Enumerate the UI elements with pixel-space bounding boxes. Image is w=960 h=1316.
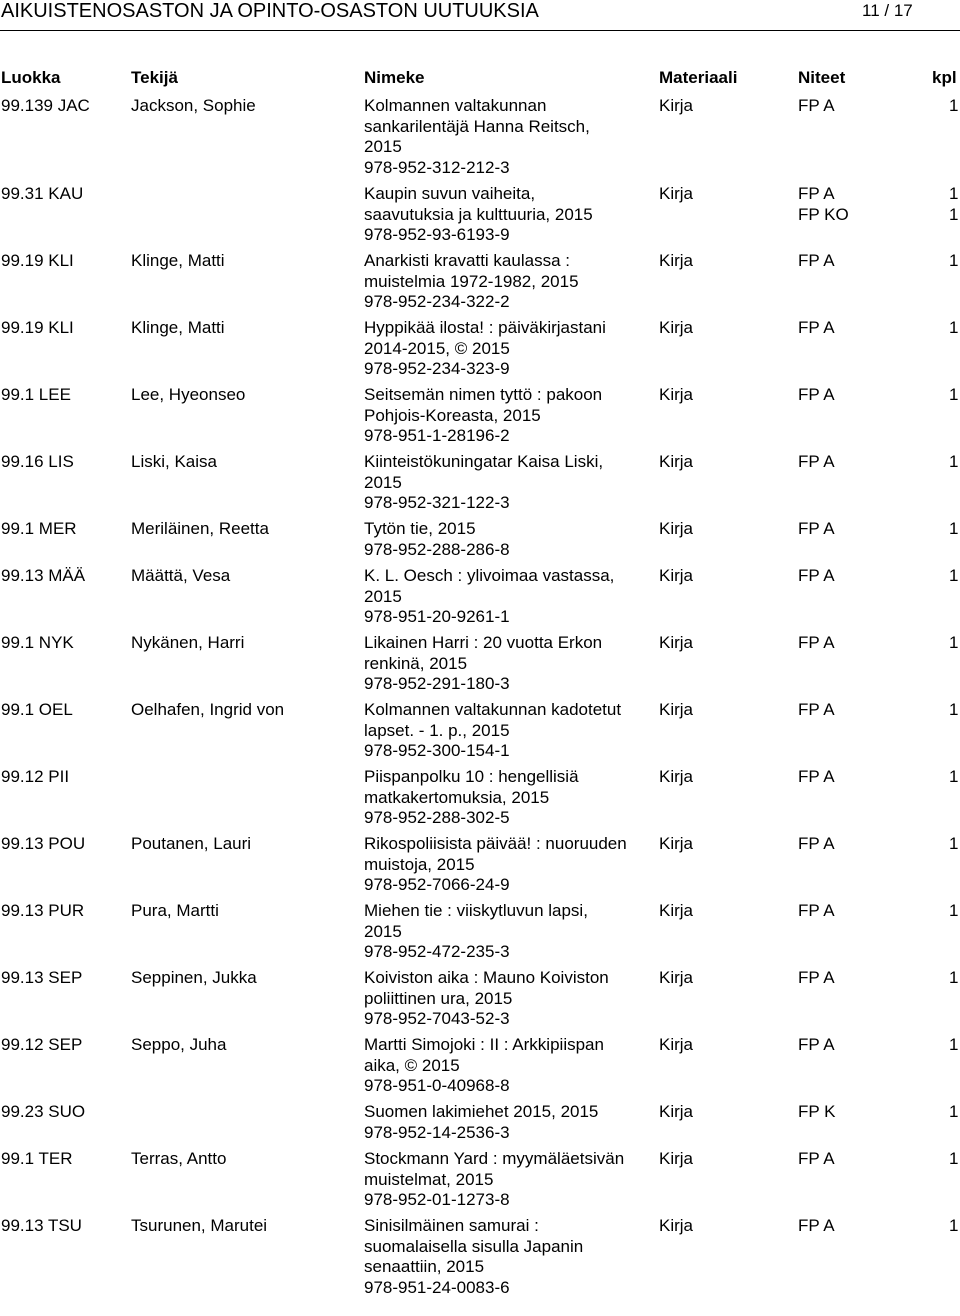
material: Kirja: [659, 1102, 694, 1121]
call-number: 99.13 POU: [1, 834, 86, 853]
copy-count: 1: [949, 385, 959, 404]
author: Liski, Kaisa: [131, 452, 217, 471]
location-code: FP A: [798, 700, 835, 719]
title-line: Seitsemän nimen tyttö : pakoon: [364, 385, 603, 404]
item-title: [364, 452, 656, 514]
copy-count: 1: [949, 204, 959, 224]
material: Kirja: [659, 1216, 694, 1235]
author: Pura, Martti: [131, 901, 219, 920]
item-title: [364, 1216, 656, 1298]
location-code: FP A: [798, 1035, 835, 1054]
copy-count: 1: [949, 834, 959, 853]
copy-counts: [949, 452, 958, 473]
title-line: Anarkisti kravatti kaulassa :: [364, 251, 570, 270]
location-codes: [798, 566, 835, 587]
table-row: [0, 96, 960, 184]
page-title: AIKUISTENOSASTON JA OPINTO-OSASTON UUTUUKSIA: [1, 0, 539, 22]
call-number: 99.1 LEE: [1, 385, 71, 404]
title-line: suomalaisella sisulla Japanin: [364, 1236, 584, 1256]
table-row: [0, 1216, 960, 1316]
copy-counts: [949, 633, 958, 654]
call-number: 99.1 MER: [1, 519, 77, 538]
material: Kirja: [659, 318, 694, 337]
title-line: renkinä, 2015: [364, 653, 468, 673]
call-number: 99.13 SEP: [1, 968, 83, 987]
title-line: 978-952-472-235-3: [364, 942, 510, 961]
material: Kirja: [659, 968, 694, 987]
material: Kirja: [659, 452, 694, 471]
title-line: 978-952-300-154-1: [364, 741, 510, 760]
author: Klinge, Matti: [131, 318, 225, 337]
call-number: 99.139 JAC: [1, 96, 90, 115]
location-code: FP A: [798, 1216, 835, 1235]
title-line: Likainen Harri : 20 vuotta Erkon: [364, 633, 603, 652]
copy-count: 1: [949, 901, 959, 920]
item-title: [364, 96, 656, 178]
item-title: [364, 251, 656, 313]
call-number: 99.1 TER: [1, 1149, 73, 1168]
title-line: 978-952-01-1273-8: [364, 1190, 510, 1209]
location-codes: [798, 452, 835, 473]
location-code: FP A: [798, 834, 835, 853]
title-line: muistelmat, 2015: [364, 1169, 494, 1189]
table-row: [0, 834, 960, 901]
call-number: 99.1 NYK: [1, 633, 74, 652]
copy-counts: [949, 184, 958, 225]
call-number: 99.13 TSU: [1, 1216, 82, 1235]
author: Oelhafen, Ingrid von: [131, 700, 285, 719]
column-header-material: Materiaali: [659, 68, 738, 87]
title-line: Stockmann Yard : myymäläetsivän: [364, 1149, 625, 1168]
material: Kirja: [659, 767, 694, 786]
table-row: [0, 1035, 960, 1102]
location-codes: [798, 767, 835, 788]
item-title: [364, 1035, 656, 1097]
title-line: aika, © 2015: [364, 1055, 460, 1075]
copy-counts: [949, 385, 958, 406]
title-line: Suomen lakimiehet 2015, 2015: [364, 1102, 599, 1121]
title-line: Koiviston aika : Mauno Koiviston: [364, 968, 609, 987]
column-header-author: Tekijä: [131, 68, 178, 87]
title-line: Rikospoliisista päivää! : nuoruuden: [364, 834, 627, 853]
title-line: 2015: [364, 472, 402, 492]
title-line: 2014-2015, © 2015: [364, 338, 510, 358]
header-divider: [0, 30, 960, 31]
title-line: senaattiin, 2015: [364, 1257, 485, 1276]
material: Kirja: [659, 700, 694, 719]
item-title: [364, 834, 656, 896]
title-line: 978-952-234-323-9: [364, 359, 510, 378]
call-number: 99.19 KLI: [1, 318, 74, 337]
location-codes: [798, 700, 835, 721]
title-line: Kolmannen valtakunnan: [364, 96, 547, 115]
title-line: 978-952-288-302-5: [364, 808, 510, 827]
title-line: 978-951-24-0083-6: [364, 1277, 510, 1297]
author: Klinge, Matti: [131, 251, 225, 270]
copy-counts: [949, 1035, 958, 1056]
material: Kirja: [659, 184, 694, 203]
author: Poutanen, Lauri: [131, 834, 252, 853]
location-codes: [798, 519, 835, 540]
location-code: FP A: [798, 566, 835, 585]
location-code: FP A: [798, 96, 835, 115]
material: Kirja: [659, 1149, 694, 1168]
copy-count: 1: [949, 767, 959, 786]
location-code: FP A: [798, 519, 835, 538]
title-line: sankarilentäjä Hanna Reitsch,: [364, 116, 590, 136]
location-code: FP A: [798, 318, 835, 337]
material: Kirja: [659, 1035, 694, 1054]
title-line: 978-952-7066-24-9: [364, 875, 510, 894]
item-title: [364, 566, 656, 628]
page-number: 11 / 17: [862, 1, 913, 20]
copy-count: 1: [949, 251, 959, 270]
table-row: [0, 519, 960, 566]
title-line: 978-952-234-322-2: [364, 292, 510, 311]
title-line: Kiinteistökuningatar Kaisa Liski,: [364, 452, 604, 471]
title-line: Hyppikää ilosta! : päiväkirjastani: [364, 318, 606, 337]
table-row: [0, 901, 960, 968]
call-number: 99.23 SUO: [1, 1102, 86, 1121]
table-row: [0, 1149, 960, 1216]
table-row: [0, 251, 960, 318]
table-row: [0, 566, 960, 633]
author: Terras, Antto: [131, 1149, 227, 1168]
title-line: 2015: [364, 586, 402, 606]
location-codes: [798, 1216, 835, 1237]
title-line: Tytön tie, 2015: [364, 519, 476, 538]
copy-counts: [949, 1102, 958, 1123]
title-line: poliittinen ura, 2015: [364, 988, 513, 1008]
title-line: 978-952-7043-52-3: [364, 1009, 510, 1028]
material: Kirja: [659, 901, 694, 920]
material: Kirja: [659, 633, 694, 652]
location-code: FP A: [798, 385, 835, 404]
title-line: 2015: [364, 921, 402, 941]
material: Kirja: [659, 834, 694, 853]
column-header-qty: kpl: [932, 68, 957, 87]
title-line: saavutuksia ja kulttuuria, 2015: [364, 204, 593, 224]
item-title: [364, 700, 656, 762]
copy-counts: [949, 318, 958, 339]
item-title: [364, 318, 656, 380]
location-code: FP A: [798, 901, 835, 920]
location-codes: [798, 968, 835, 989]
title-line: 978-951-1-28196-2: [364, 426, 510, 445]
item-title: [364, 968, 656, 1030]
column-header-class: Luokka: [1, 68, 61, 87]
title-line: 978-951-0-40968-8: [364, 1076, 510, 1095]
author: Jackson, Sophie: [131, 96, 256, 115]
copy-counts: [949, 700, 958, 721]
copy-count: 1: [949, 1216, 959, 1235]
copy-count: 1: [949, 1102, 959, 1121]
table-row: [0, 767, 960, 834]
copy-counts: [949, 1216, 958, 1237]
location-codes: [798, 834, 835, 855]
copy-counts: [949, 834, 958, 855]
title-line: Piispanpolku 10 : hengellisiä: [364, 767, 579, 786]
copy-count: 1: [949, 96, 959, 115]
item-title: [364, 901, 656, 963]
call-number: 99.19 KLI: [1, 251, 74, 270]
location-codes: [798, 1102, 835, 1123]
location-code: FP A: [798, 452, 835, 471]
item-title: [364, 1149, 656, 1211]
title-line: matkakertomuksia, 2015: [364, 787, 550, 807]
title-line: Pohjois-Koreasta, 2015: [364, 405, 541, 425]
title-line: 978-952-312-212-3: [364, 157, 510, 177]
location-code: FP A: [798, 968, 835, 987]
location-codes: [798, 318, 835, 339]
author: Tsurunen, Marutei: [131, 1216, 268, 1235]
title-line: 978-952-93-6193-9: [364, 225, 510, 244]
item-title: [364, 519, 656, 560]
location-code: FP A: [798, 251, 835, 270]
copy-count: 1: [949, 1035, 959, 1054]
copy-count: 1: [949, 700, 959, 719]
copy-count: 1: [949, 318, 959, 337]
location-codes: [798, 251, 835, 272]
copy-count: 1: [949, 633, 959, 652]
title-line: 978-951-20-9261-1: [364, 607, 510, 626]
material: Kirja: [659, 96, 694, 115]
location-codes: [798, 96, 835, 117]
item-title: [364, 385, 656, 447]
table-row: [0, 318, 960, 385]
author: Lee, Hyeonseo: [131, 385, 246, 404]
catalog-list: [0, 96, 960, 1316]
location-codes: [798, 385, 835, 406]
location-code: FP A: [798, 633, 835, 652]
title-line: Martti Simojoki : II : Arkkipiispan: [364, 1035, 604, 1054]
table-row: [0, 385, 960, 452]
item-title: [364, 1102, 656, 1143]
copy-count: 1: [949, 519, 959, 538]
copy-counts: [949, 96, 958, 117]
copy-counts: [949, 901, 958, 922]
location-codes: [798, 184, 849, 225]
material: Kirja: [659, 385, 694, 404]
location-codes: [798, 1149, 835, 1170]
title-line: 978-952-321-122-3: [364, 493, 510, 512]
copy-count: 1: [949, 1149, 959, 1168]
title-line: Kolmannen valtakunnan kadotetut: [364, 700, 622, 719]
item-title: [364, 184, 656, 246]
location-code: FP A: [798, 767, 835, 786]
table-row: [0, 452, 960, 519]
author: Seppinen, Jukka: [131, 968, 257, 987]
author: Meriläinen, Reetta: [131, 519, 269, 538]
title-line: 978-952-14-2536-3: [364, 1122, 510, 1142]
location-code: FP KO: [798, 204, 849, 224]
material: Kirja: [659, 251, 694, 270]
call-number: 99.12 SEP: [1, 1035, 83, 1054]
table-row: [0, 968, 960, 1035]
table-row: [0, 700, 960, 767]
copy-count: 1: [949, 184, 959, 203]
call-number: 99.13 MÄÄ: [1, 566, 86, 585]
copy-counts: [949, 968, 958, 989]
item-title: [364, 633, 656, 695]
author: Seppo, Juha: [131, 1035, 227, 1054]
copy-counts: [949, 767, 958, 788]
call-number: 99.16 LIS: [1, 452, 74, 471]
author: Määttä, Vesa: [131, 566, 231, 585]
title-line: K. L. Oesch : ylivoimaa vastassa,: [364, 566, 615, 585]
table-row: [0, 1102, 960, 1149]
title-line: 978-952-288-286-8: [364, 539, 510, 559]
call-number: 99.1 OEL: [1, 700, 73, 719]
item-title: [364, 767, 656, 829]
location-code: FP A: [798, 184, 835, 203]
call-number: 99.13 PUR: [1, 901, 85, 920]
column-header-title: Nimeke: [364, 68, 425, 87]
location-codes: [798, 1035, 835, 1056]
title-line: Miehen tie : viiskytluvun lapsi,: [364, 901, 588, 920]
copy-count: 1: [949, 452, 959, 471]
material: Kirja: [659, 566, 694, 585]
column-header-notes: Niteet: [798, 68, 846, 87]
location-code: FP A: [798, 1149, 835, 1168]
location-codes: [798, 633, 835, 654]
location-codes: [798, 901, 835, 922]
author: Nykänen, Harri: [131, 633, 245, 652]
location-code: FP K: [798, 1102, 836, 1121]
title-line: 2015: [364, 137, 402, 156]
title-line: 978-952-291-180-3: [364, 674, 510, 693]
title-line: Kaupin suvun vaiheita,: [364, 184, 536, 203]
copy-counts: [949, 251, 958, 272]
table-row: [0, 184, 960, 251]
call-number: 99.12 PII: [1, 767, 70, 786]
material: Kirja: [659, 519, 694, 538]
copy-count: 1: [949, 566, 959, 585]
title-line: Sinisilmäinen samurai :: [364, 1216, 539, 1235]
copy-counts: [949, 566, 958, 587]
copy-count: 1: [949, 968, 959, 987]
table-row: [0, 633, 960, 700]
title-line: muistoja, 2015: [364, 854, 475, 874]
call-number: 99.31 KAU: [1, 184, 84, 203]
title-line: lapset. - 1. p., 2015: [364, 720, 510, 740]
copy-counts: [949, 519, 958, 540]
title-line: muistelmia 1972-1982, 2015: [364, 271, 579, 291]
copy-counts: [949, 1149, 958, 1170]
